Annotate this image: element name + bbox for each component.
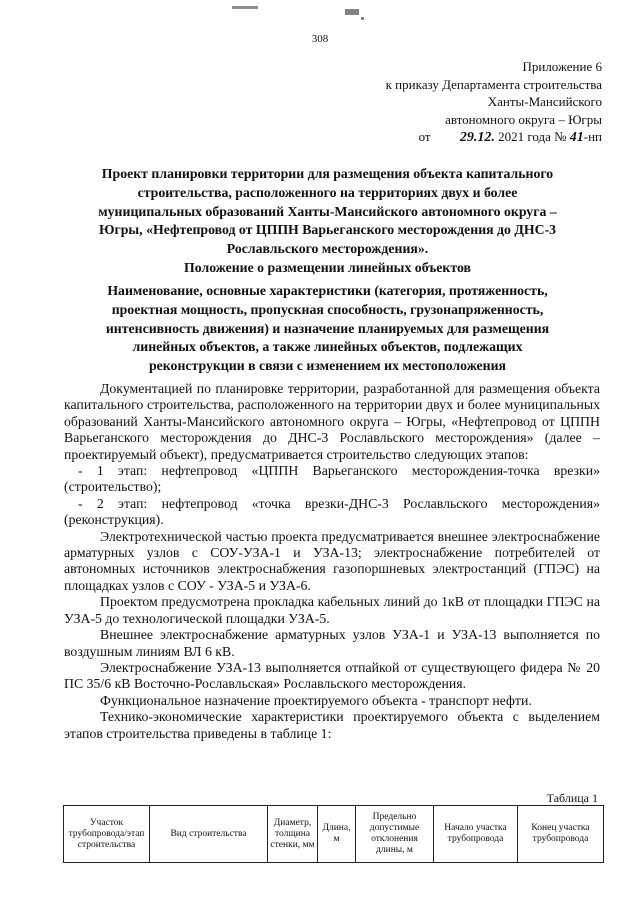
year-text: 2021 года № (498, 129, 567, 144)
appendix-header (342, 58, 602, 147)
order-date-line (342, 128, 602, 147)
document-title (60, 165, 595, 278)
from-label: от (418, 129, 431, 144)
title-subheading: Положение о размещении линейных объектов (184, 259, 471, 275)
appendix-line: Приложение 6 (522, 59, 602, 74)
paragraph: Документацией по планировке территории, разработанной для размещения объекта капитального строительства, расположенного на территории двух и более муниципальных образований Ханты-Мансийского автономного округа – Югры, «Нефтепровод от ЦППН Варьеганского месторождения до ДНС-3 Рославльского месторождения» (далее – проектируемый объект), предусматривается строительство следующих этапов: (64, 381, 600, 462)
paragraph: Проектом предусмотрена прокладка кабельных линий до 1кВ от площадки ГПЭС на УЗА-5 до технологической площадки УЗА-5. (64, 594, 600, 626)
section-line: линейных объектов, а также линейных объектов, подлежащих (132, 339, 523, 355)
paragraph: Функциональное назначение проектируемого объекта - транспорт нефти. (100, 692, 532, 708)
table-caption: Таблица 1 (546, 791, 598, 805)
table-header-cell: Длина, м (318, 806, 356, 863)
scan-artifact (345, 9, 359, 15)
section-line: интенсивность движения) и назначение планируемых для размещения (105, 320, 550, 336)
characteristics-table (63, 805, 604, 863)
paragraph: Электроснабжение УЗА-13 выполняется отпайкой от существующего фидера № 20 ПС 35/6 кВ Восточно-Рославльская» Рославльского месторождения. (64, 659, 600, 692)
appendix-line: к приказу Департамента строительства (385, 76, 602, 92)
title-line: Проект планировки территории для размещения объекта капитального (101, 166, 554, 181)
paragraph: Внешнее электроснабжение арматурных узлов УЗА-1 и УЗА-13 выполняется по воздушным линиям ВЛ 6 кВ. (64, 627, 600, 659)
appendix-line: Ханты-Мансийского (487, 94, 602, 109)
table-header-cell: Вид строительства (150, 806, 268, 863)
table-header-row (64, 806, 604, 863)
title-line: Рославльского месторождения». (226, 241, 429, 257)
scan-artifact (232, 6, 258, 9)
section-line: реконструкции в связи с изменением их местоположения (148, 358, 507, 374)
handwritten-date: 29.12. (459, 130, 495, 145)
table-header-cell: Предельно допустимые отклонения длины, м (356, 806, 434, 863)
page-number: 308 (311, 33, 329, 45)
section-heading (60, 282, 595, 376)
section-line: проектная мощность, пропускная способность, грузонапряженность, (111, 301, 544, 317)
title-line: муниципальных образований Ханты-Мансийского автономного округа – (98, 203, 557, 219)
appendix-line: автономного округа – Югры (445, 111, 602, 127)
paragraph: Электротехнической частью проекта предусматривается внешнее электроснабжение арматурных узлов с СОУ-УЗА-1 и УЗА-13; электроснабжение потребителей от автономных источников электроснабжения газопоршневых электростанций (ГПЭС) на площадках узлов с СОУ - УЗА-5 и УЗА-6. (64, 528, 600, 593)
table-header-cell: Конец участка трубопровода (518, 806, 604, 863)
table-header-cell: Начало участка трубопровода (434, 806, 518, 863)
order-suffix: -нп (583, 129, 602, 144)
table-header-cell: Диаметр, толщина стенки, мм (268, 806, 318, 863)
scan-artifact (361, 17, 364, 20)
body-text (64, 381, 600, 742)
list-item: - 1 этап: нефтепровод «ЦППН Варьеганского месторождения-точка врезки» (строительство); (64, 463, 600, 495)
table-header-cell: Участок трубопровода/этап строительства (64, 806, 150, 863)
title-line: Югры, «Нефтепровод от ЦППН Варьеганского месторождения до ДНС-3 (98, 222, 557, 238)
section-line: Наименование, основные характеристики (категория, протяженность, (107, 283, 548, 298)
list-item: - 2 этап: нефтепровод «точка врезки-ДНС-3 Рославльского месторождения» (реконструкция). (64, 495, 600, 528)
paragraph: Технико-экономические характеристики проектируемого объекта с выделением этапов строительства приведены в таблице 1: (64, 709, 600, 741)
handwritten-number: 41 (569, 130, 584, 145)
title-line: строительства, расположенного на территориях двух и более (137, 184, 518, 200)
